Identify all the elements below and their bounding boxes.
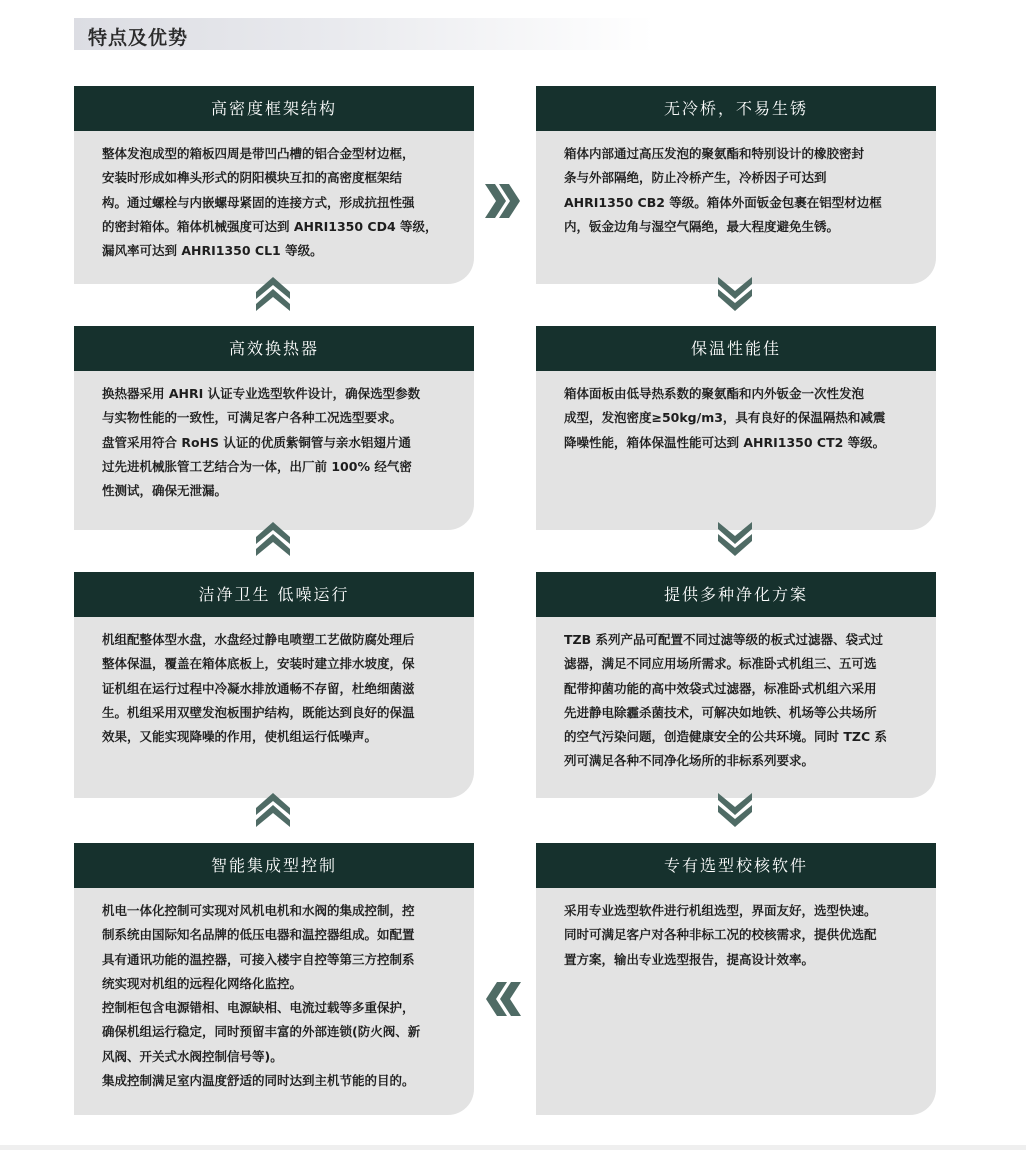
bottom-divider [0,1145,1026,1150]
section-header [74,18,654,50]
feature-card-heat-exchanger [74,326,474,530]
feature-card-smart-control [74,843,474,1115]
double-chevron-up-icon [256,522,290,556]
double-chevron-down-icon [718,793,752,827]
card-body [536,131,936,239]
feature-card-high-density-frame [74,86,474,284]
card-body [536,617,936,774]
feature-card-selection-software [536,843,936,1115]
card-title: 无冷桥，不易生锈 [536,86,936,131]
card-body [74,617,474,749]
card-body [74,371,474,503]
card-body [74,131,474,263]
card-title: 保温性能佳 [536,326,936,371]
card-text: 机组配整体型水盘，水盘经过静电喷塑工艺做防腐处理后 整体保温，覆盖在箱体底板上，安装时建立排水坡度，保 证机组在运行过程中冷凝水排放通畅不存留，杜绝细菌滋 生。机组采用双壁发泡板围护结构，既能达到良好的保温 效果，又能实现降噪的作用，使机组运行低噪声。 [102,632,415,745]
section-title: 特点及优势 [88,27,189,49]
card-text: 箱体面板由低导热系数的聚氨酯和内外钣金一次性发泡 成型，发泡密度≥50kg/m3，具有良好的保温隔热和减震 降噪性能，箱体保温性能可达到 AHRI1350 CT2 等级。 [564,386,886,450]
card-body [536,888,936,972]
card-text: 机电一体化控制可实现对风机电机和水阀的集成控制，控 制系统由国际知名品牌的低压电器和温控器组成。如配置 具有通讯功能的温控器，可接入楼宇自控等第三方控制系 统实现对机组的远程化网络化监控。 控制柜包含电源错相、电源缺相、电流过载等多重保护， 确保机组运行稳定，同时预留丰富的外部连锁(防火阀、新 风阀、开关式水阀控制信号等)。 集成控制满足室内温度舒适的同时达到主机节能的目的。 [102,903,421,1089]
double-chevron-right-icon [485,184,521,218]
card-text: 整体发泡成型的箱板四周是带凹凸槽的铝合金型材边框， 安装时形成如榫头形式的阴阳模块互扣的高密度框架结 构。通过螺栓与内嵌螺母紧固的连接方式，形成抗扭性强 的密封箱体。箱体机械强度可达到 AHRI1350 CD4 等级， 漏风率可达到 AHRI1350 CL1 等级。 [102,146,438,259]
card-title: 高效换热器 [74,326,474,371]
card-body [536,371,936,455]
feature-card-insulation [536,326,936,530]
card-title: 高密度框架结构 [74,86,474,131]
feature-card-no-cold-bridge [536,86,936,284]
card-text: 换热器采用 AHRI 认证专业选型软件设计，确保选型参数 与实物性能的一致性，可满足客户各种工况选型要求。 盘管采用符合 RoHS 认证的优质紫铜管与亲水铝翅片通 过先进机械胀管工艺结合为一体，出厂前 100% 经气密 性测试，确保无泄漏。 [102,386,421,499]
card-text: 箱体内部通过高压发泡的聚氨酯和特别设计的橡胶密封 条与外部隔绝，防止冷桥产生，冷桥因子可达到 AHRI1350 CB2 等级。箱体外面钣金包裹在铝型材边框 内，钣金边角与湿空气隔绝，最大程度避免生锈。 [564,146,882,234]
card-text: 采用专业选型软件进行机组选型，界面友好，选型快速。 同时可满足客户对各种非标工况的校核需求，提供优选配 置方案，输出专业选型报告，提高设计效率。 [564,903,877,967]
double-chevron-down-icon [718,277,752,311]
card-body [74,888,474,1093]
double-chevron-up-icon [256,277,290,311]
feature-card-clean-low-noise [74,572,474,798]
double-chevron-up-icon [256,793,290,827]
double-chevron-left-icon [485,982,521,1016]
card-title: 洁净卫生 低噪运行 [74,572,474,617]
card-text: TZB 系列产品可配置不同过滤等级的板式过滤器、袋式过 滤器，满足不同应用场所需求。标准卧式机组三、五可选 配带抑菌功能的高中效袋式过滤器，标准卧式机组六采用 先进静电除霾杀菌技术，可解决如地铁、机场等公共场所 的空气污染问题，创造健康安全的公共环境。同时 TZC 系 列可满足各种不同净化场所的非标系列要求。 [564,632,887,769]
feature-card-purification [536,572,936,798]
card-title: 专有选型校核软件 [536,843,936,888]
card-title: 提供多种净化方案 [536,572,936,617]
card-title: 智能集成型控制 [74,843,474,888]
double-chevron-down-icon [718,522,752,556]
